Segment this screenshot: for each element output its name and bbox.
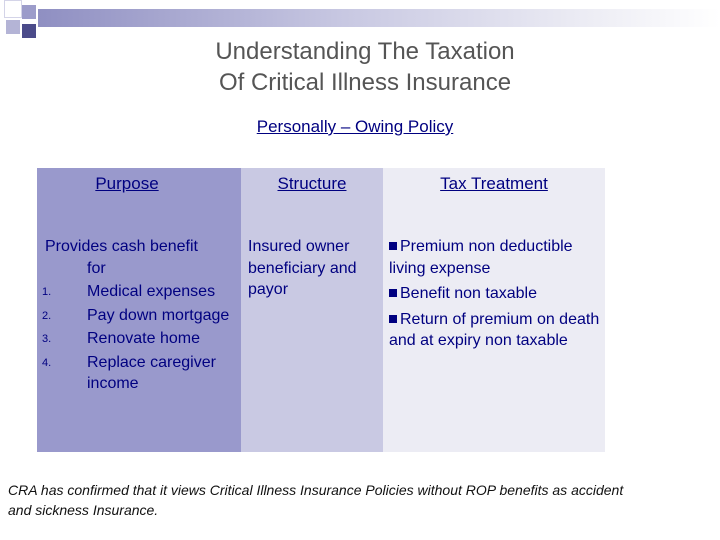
decoration-square	[4, 0, 22, 18]
list-item-number: 3.	[42, 333, 52, 345]
list-item	[42, 305, 241, 327]
tax-treatment-list	[389, 236, 603, 356]
purpose-intro	[45, 236, 241, 279]
structure-text: Insured owner beneficiary and payor	[248, 238, 357, 298]
list-item-text: Benefit non taxable	[400, 285, 537, 302]
square-bullet-icon	[389, 242, 397, 250]
list-item-number: 4.	[42, 356, 52, 369]
list-item	[389, 236, 603, 279]
purpose-header: Purpose	[95, 174, 159, 193]
structure-column	[241, 168, 383, 452]
decoration-square	[22, 5, 36, 19]
decoration-square	[22, 24, 36, 38]
list-item-text: Pay down mortgage	[87, 306, 230, 324]
structure-header: Structure	[277, 174, 347, 193]
list-item-text: Replace caregiver income	[87, 353, 216, 392]
tax-treatment-column	[383, 168, 605, 452]
purpose-intro-line-1: Provides cash benefit	[45, 238, 198, 255]
list-item-text: Premium non deductible living expense	[389, 238, 573, 277]
list-item	[389, 309, 603, 352]
header-decoration-bar	[38, 9, 720, 27]
square-bullet-icon	[389, 289, 397, 297]
square-bullet-icon	[389, 315, 397, 323]
footer-note: CRA has confirmed that it views Critical Illness Insurance Policies without ROP benefits as accident and sickness Insurance.	[8, 482, 624, 518]
list-item-number: 2.	[42, 309, 52, 322]
list-item	[42, 352, 241, 395]
purpose-intro-line-2: for	[87, 259, 106, 277]
list-item-number: 1.	[42, 286, 52, 298]
slide-title	[150, 36, 580, 98]
list-item	[389, 283, 603, 305]
list-item-text: Return of premium on death and at expiry non taxable	[389, 310, 600, 349]
list-item	[42, 328, 241, 350]
purpose-list	[42, 281, 241, 395]
slide-subtitle: Personally – Owing Policy	[256, 117, 454, 136]
list-item	[42, 281, 241, 303]
list-item-text: Medical expenses	[87, 283, 216, 300]
slide-title-line-1: Understanding The Taxation	[215, 38, 515, 65]
decoration-square	[6, 20, 20, 34]
tax-treatment-header: Tax Treatment	[440, 174, 548, 193]
purpose-column	[37, 168, 241, 452]
purpose-content	[42, 236, 241, 395]
slide-title-line-2: Of Critical Illness Insurance	[218, 69, 512, 96]
list-item-text: Renovate home	[87, 330, 200, 347]
